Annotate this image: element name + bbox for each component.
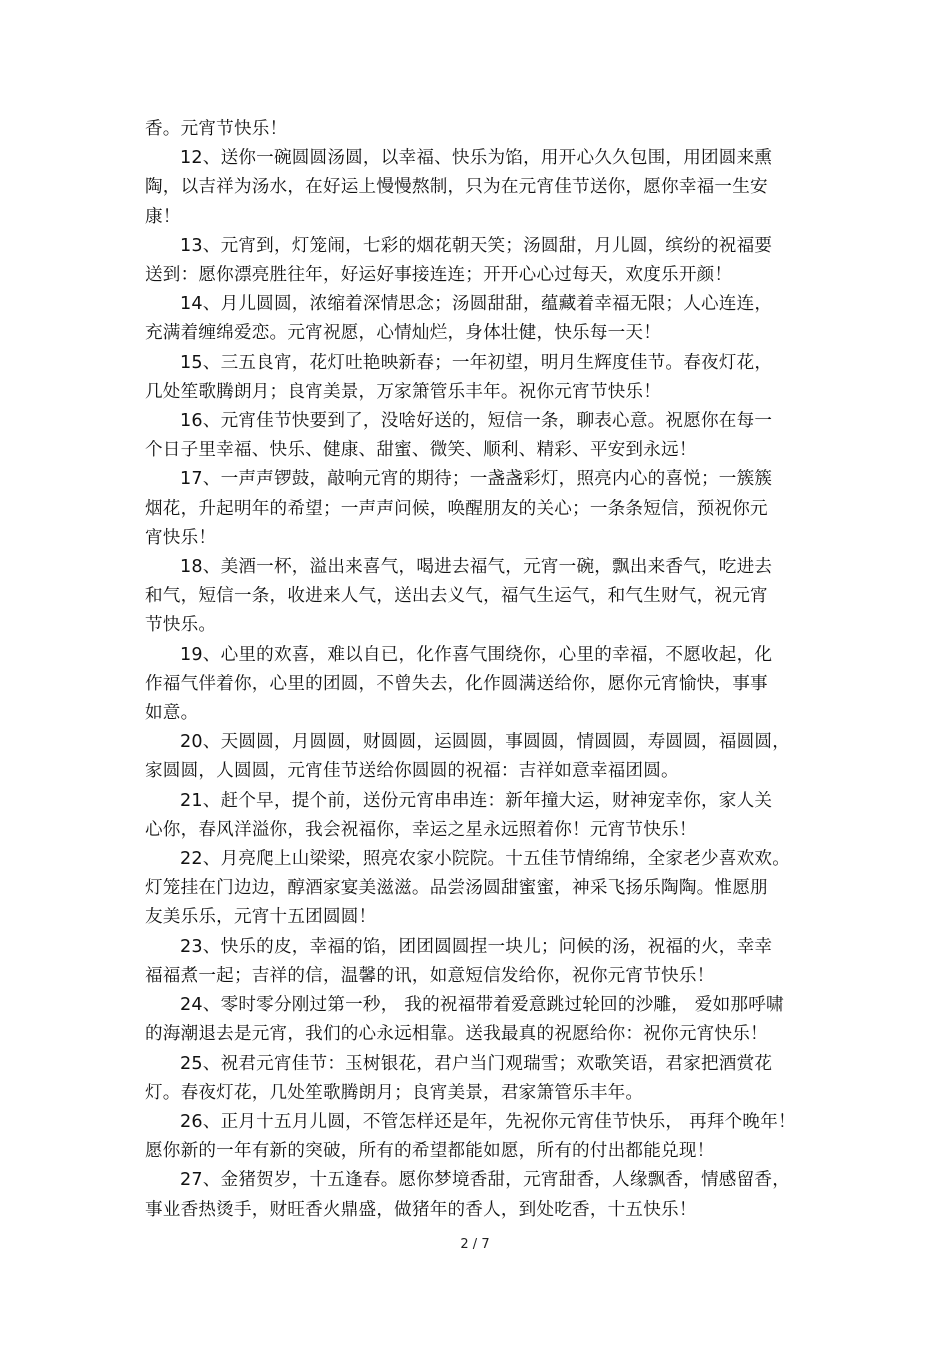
- text-line: 27、金猪贺岁，十五逢春。愿你梦境香甜，元宵甜香，人缘飘香，情感留香，: [180, 1170, 790, 1191]
- text-line: 灯笼挂在门边边，醇酒家宴美滋滋。品尝汤圆甜蜜蜜，神采飞扬乐陶陶。惟愿朋: [145, 878, 768, 899]
- text-line: 12、送你一碗圆圆汤圆，以幸福、快乐为馅，用开心久久包围，用团圆来熏: [180, 148, 773, 169]
- text-line: 烟花，升起明年的希望；一声声问候，唤醒朋友的关心；一条条短信，预祝你元: [145, 498, 768, 519]
- text-line: 16、元宵佳节快要到了，没啥好送的，短信一条，聊表心意。祝愿你在每一: [180, 411, 773, 432]
- text-line: 20、天圆圆，月圆圆，财圆圆，运圆圆，事圆圆，情圆圆，寿圆圆，福圆圆，: [180, 732, 790, 753]
- text-line: 23、快乐的皮，幸福的馅，团团圆圆捏一块儿；问候的汤，祝福的火，幸幸: [180, 936, 773, 957]
- text-line: 香。元宵节快乐！: [145, 119, 288, 139]
- text-line: 个日子里幸福、快乐、健康、甜蜜、微笑、顺利、精彩、平安到永远！: [145, 440, 697, 461]
- text-line: 充满着缠绵爱恋。元宵祝愿，心情灿烂，身体壮健，快乐每一天！: [145, 323, 662, 344]
- page-number: 2 / 7: [460, 1237, 490, 1252]
- text-line: 21、赶个早，提个前，送份元宵串串连：新年撞大运，财神宠幸你，家人关: [180, 790, 773, 811]
- text-line: 的海潮退去是元宵，我们的心永远相靠。送我最真的祝愿给你：祝你元宵快乐！: [145, 1024, 768, 1045]
- text-line: 25、祝君元宵佳节：玉树银花，君户当门观瑞雪；欢歌笑语，君家把酒赏花: [180, 1053, 773, 1074]
- document-body: [145, 115, 810, 1225]
- text-line: 17、一声声锣鼓，敲响元宵的期待；一盏盏彩灯，照亮内心的喜悦；一簇簇: [180, 469, 773, 490]
- text-line: 家圆圆，人圆圆，元宵佳节送给你圆圆的祝福：吉祥如意幸福团圆。: [145, 761, 679, 782]
- text-line: 18、美酒一杯，溢出来喜气，喝进去福气，元宵一碗，飘出来香气，吃进去: [180, 557, 773, 578]
- text-line: 宵快乐！: [145, 527, 217, 548]
- text-line: 愿你新的一年有新的突破，所有的希望都能如愿，所有的付出都能兑现！: [145, 1141, 715, 1162]
- text-line: 节快乐。: [145, 615, 217, 636]
- text-line: 友美乐乐，元宵十五团圆圆！: [145, 907, 377, 928]
- text-line: 13、元宵到，灯笼闹，七彩的烟花朝天笑；汤圆甜，月儿圆，缤纷的祝福要: [180, 235, 773, 256]
- text-line: 福福煮一起；吉祥的信，温馨的讯，如意短信发给你，祝你元宵节快乐！: [145, 965, 715, 986]
- text-line: 作福气伴着你，心里的团圆，不曾失去，化作圆满送给你，愿你元宵愉快，事事: [145, 673, 768, 694]
- text-line: 19、心里的欢喜，难以自已，化作喜气围绕你，心里的幸福，不愿收起，化: [180, 644, 773, 665]
- text-line: 灯。春夜灯花，几处笙歌腾朗月；良宵美景，君家箫管乐丰年。: [145, 1082, 644, 1103]
- text-line: 送到：愿你漂亮胜往年，好运好事接连连；开开心心过每天，欢度乐开颜！: [145, 265, 733, 286]
- text-line: 26、正月十五月儿圆，不管怎样还是年，先祝你元宵佳节快乐， 再拜个晚年！: [180, 1111, 796, 1132]
- text-line: 15、三五良宵，花灯吐艳映新春；一年初望，明月生辉度佳节。春夜灯花，: [180, 352, 773, 373]
- text-line: 22、月亮爬上山梁梁，照亮农家小院院。十五佳节情绵绵，全家老少喜欢欢。: [180, 849, 790, 870]
- text-line: 和气，短信一条，收进来人气，送出去义气，福气生运气，和气生财气，祝元宵: [145, 586, 768, 607]
- text-line: 如意。: [145, 703, 199, 724]
- text-line: 14、月儿圆圆，浓缩着深情思念；汤圆甜甜，蕴藏着幸福无限；人心连连，: [180, 294, 773, 315]
- text-line: 康！: [145, 206, 181, 227]
- text-line: 24、零时零分刚过第一秒， 我的祝福带着爱意跳过轮回的沙雕， 爱如那呼啸: [180, 995, 784, 1016]
- text-line: 几处笙歌腾朗月；良宵美景，万家箫管乐丰年。祝你元宵节快乐！: [145, 381, 662, 402]
- text-line: 陶，以吉祥为汤水，在好运上慢慢熬制，只为在元宵佳节送你，愿你幸福一生安: [145, 177, 768, 198]
- text-line: 事业香热烫手，财旺香火鼎盛，做猪年的香人，到处吃香，十五快乐！: [145, 1199, 697, 1220]
- text-line: 心你，春风洋溢你，我会祝福你，幸运之星永远照着你！元宵节快乐！: [145, 819, 697, 840]
